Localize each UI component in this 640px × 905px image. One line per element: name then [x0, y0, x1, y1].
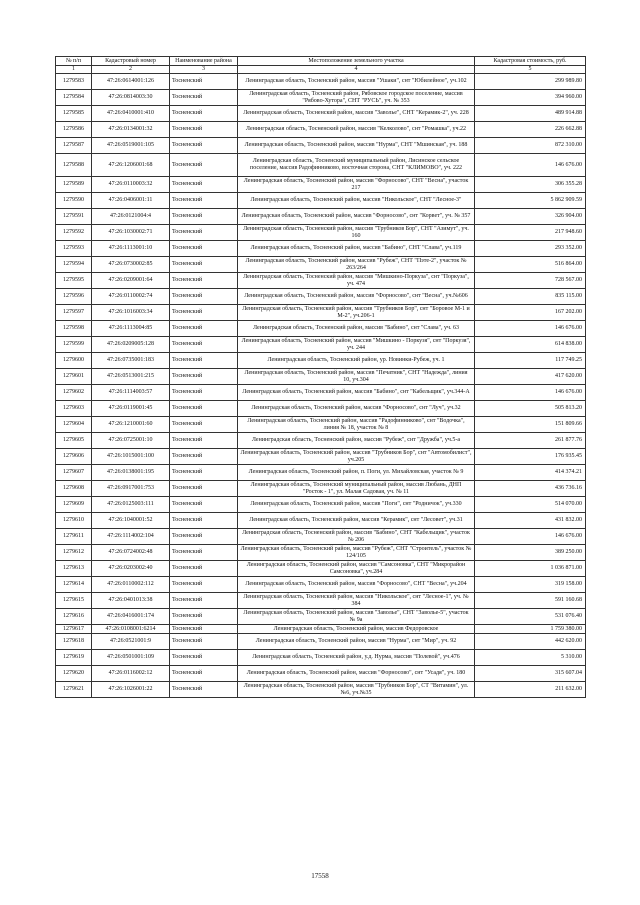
cadastral-number: 47:26:1026001:22: [92, 682, 170, 698]
row-number: 1279604: [56, 417, 92, 433]
table-row: [56, 177, 586, 193]
table-row: [56, 257, 586, 273]
district-name: Тосненский: [170, 529, 238, 545]
land-location: Ленинградская область, Тосненский район, массив "Форносово", снт "Весна", уч.№606: [238, 289, 475, 305]
cadastral-number: 47:26:1114003:57: [92, 385, 170, 401]
cadastral-number: 47:26:0116002:12: [92, 666, 170, 682]
district-name: Тосненский: [170, 625, 238, 634]
district-name: Тосненский: [170, 682, 238, 698]
district-name: Тосненский: [170, 577, 238, 593]
cadastral-number: 47:26:0121004:4: [92, 209, 170, 225]
row-number: 1279609: [56, 497, 92, 513]
cadastral-number: 47:26:0735001:183: [92, 353, 170, 369]
row-number: 1279595: [56, 273, 92, 289]
land-location: Ленинградская область, Тосненский район, массив "Печатник", СНТ "Надежда", линия 10, уч.304: [238, 369, 475, 385]
district-name: Тосненский: [170, 609, 238, 625]
cadastral-cost: 389 250.00: [475, 545, 586, 561]
table-row: [56, 241, 586, 257]
cadastral-cost: 436 736.16: [475, 481, 586, 497]
row-number: 1279610: [56, 513, 92, 529]
cadastral-cost: 176 935.45: [475, 449, 586, 465]
cadastral-cost: 319 158.00: [475, 577, 586, 593]
cadastral-number: 47:26:0725001:10: [92, 433, 170, 449]
land-location: Ленинградская область, Тосненский район, массив "Никольское", снт "Лесное-1", уч. № 384: [238, 593, 475, 609]
cadastral-number: 47:26:0209005:128: [92, 337, 170, 353]
district-name: Тосненский: [170, 481, 238, 497]
row-number: 1279612: [56, 545, 92, 561]
land-location: Ленинградская область, Тосненский район, массив "Радофинниково", снт "Водочка", линия № 18, участок № 8: [238, 417, 475, 433]
land-location: Ленинградская область, Тосненский район, п. Поги, ул. Михайловская, участок № 9: [238, 465, 475, 481]
cadastral-number: 47:26:0110003:32: [92, 177, 170, 193]
cadastral-cost: 591 160.68: [475, 593, 586, 609]
table-row: [56, 225, 586, 241]
cadastral-number: 47:26:0724002:48: [92, 545, 170, 561]
land-location: Ленинградская область, Тосненский район, массив "Форносово", снт "Усадя", уч. 180: [238, 666, 475, 682]
land-location: Ленинградская область, Тосненский район, массив "Поги", снт "Родничок", уч.330: [238, 497, 475, 513]
cadastral-cost: 326 904.00: [475, 209, 586, 225]
row-number: 1279600: [56, 353, 92, 369]
land-location: Ленинградская область, Тосненский район, Рябовское городское поселение, массив "Рябово-Хутора", СНТ "РУСЬ", уч. № 353: [238, 90, 475, 106]
page-number: 17558: [311, 872, 329, 880]
table-row: [56, 337, 586, 353]
cadastral-cost: 505 813.20: [475, 401, 586, 417]
land-location: Ленинградская область, Тосненский район, массив "Мишкино-Поркуза", снт "Поркуза", уч. 474: [238, 273, 475, 289]
row-number: 1279586: [56, 122, 92, 138]
row-number: 1279596: [56, 289, 92, 305]
land-location: Ленинградская область, Тосненский район, ур. Новинки-Рубеж, уч. 1: [238, 353, 475, 369]
row-number: 1279593: [56, 241, 92, 257]
row-number: 1279618: [56, 634, 92, 650]
district-name: Тосненский: [170, 106, 238, 122]
table-row: [56, 401, 586, 417]
cadastral-number: 47:26:0521001:9: [92, 634, 170, 650]
cadastral-number: 47:26:0513001:215: [92, 369, 170, 385]
land-location: Ленинградская область, Тосненский район, массив "Нурма", снт "Мир", уч. 92: [238, 634, 475, 650]
cadastral-number: 47:26:1206001:68: [92, 154, 170, 177]
row-number: 1279615: [56, 593, 92, 609]
district-name: Тосненский: [170, 650, 238, 666]
land-location: Ленинградская область, Тосненский район, массив "Форносово", снт "Луч", уч.32: [238, 401, 475, 417]
land-location: Ленинградская область, Тосненский район, массив "Келколово", снт "Ромашка", уч.22: [238, 122, 475, 138]
district-name: Тосненский: [170, 241, 238, 257]
land-location: Ленинградская область, Тосненский район, массив "Трубников Бор", снт "Автомобилист", уч.205: [238, 449, 475, 465]
land-location: Ленинградская область, Тосненский район, массив Федоровское: [238, 625, 475, 634]
district-name: Тосненский: [170, 225, 238, 241]
cadastral-number: 47:26:0406001:11: [92, 193, 170, 209]
cadastral-number: 47:26:0119001:45: [92, 401, 170, 417]
table-row: [56, 74, 586, 90]
row-number: 1279603: [56, 401, 92, 417]
district-name: Тосненский: [170, 369, 238, 385]
cadastral-cost: 1 036 871.00: [475, 561, 586, 577]
table-row: [56, 417, 586, 433]
table-row: [56, 593, 586, 609]
table-row: [56, 545, 586, 561]
cadastral-cost: 117 749.25: [475, 353, 586, 369]
cadastral-cost: 315 607.04: [475, 666, 586, 682]
header-kadastr: Кадастровый номер: [92, 57, 170, 66]
district-name: Тосненский: [170, 449, 238, 465]
row-number: 1279614: [56, 577, 92, 593]
district-name: Тосненский: [170, 401, 238, 417]
cadastral-cost: 146 676.00: [475, 321, 586, 337]
cadastral-cost: 211 632.00: [475, 682, 586, 698]
cadastral-cost: 614 838.00: [475, 337, 586, 353]
row-number: 1279588: [56, 154, 92, 177]
cadastral-number: 47:26:1016003:34: [92, 305, 170, 321]
cadastral-cost: 489 914.88: [475, 106, 586, 122]
row-number: 1279599: [56, 337, 92, 353]
table-row: [56, 465, 586, 481]
cadastral-cost: 514 070.00: [475, 497, 586, 513]
district-name: Тосненский: [170, 337, 238, 353]
cadastral-cost: 414 374.21: [475, 465, 586, 481]
district-name: Тосненский: [170, 193, 238, 209]
header-location: Местоположение земельного участка: [238, 57, 475, 66]
district-name: Тосненский: [170, 257, 238, 273]
cadastral-number: 47:26:0519001:105: [92, 138, 170, 154]
row-number: 1279597: [56, 305, 92, 321]
land-location: Ленинградская область, Тосненский район, массив "Трубников Бор", СНТ "Азимут", уч. 160: [238, 225, 475, 241]
land-location: Ленинградская область, Тосненский район, массив "Форносово", снт "Корвет", уч. № 357: [238, 209, 475, 225]
col-number: 3: [170, 66, 238, 74]
cadastral-cost: 516 864.00: [475, 257, 586, 273]
district-name: Тосненский: [170, 305, 238, 321]
table-row: [56, 650, 586, 666]
table-row: [56, 529, 586, 545]
cadastral-cost: 728 567.00: [475, 273, 586, 289]
header-row: [56, 57, 586, 66]
district-name: Тосненский: [170, 497, 238, 513]
table-row: [56, 561, 586, 577]
land-location: Ленинградская область, Тосненский район, массив "Ушаки", снт "Юбилейное", уч.102: [238, 74, 475, 90]
land-location: Ленинградская область, Тосненский муниципальный район, Лисинское сельское поселение, массив Радофинниково, восточная сторона, СНТ "КЛИМОВО", уч. 222: [238, 154, 475, 177]
table-row: [56, 666, 586, 682]
cadastral-cost: 167 202.00: [475, 305, 586, 321]
col-number: 1: [56, 66, 92, 74]
cadastral-cost: 442 620.00: [475, 634, 586, 650]
table-row: [56, 209, 586, 225]
land-location: Ленинградская область, Тосненский район, массив "Рубеж", снт "Дружба", уч.5-а: [238, 433, 475, 449]
cadastral-number: 47:26:0401013:38: [92, 593, 170, 609]
cadastral-cost: 151 809.66: [475, 417, 586, 433]
cadastral-number: 47:26:0110002:74: [92, 289, 170, 305]
district-name: Тосненский: [170, 321, 238, 337]
row-number: 1279611: [56, 529, 92, 545]
row-number: 1279607: [56, 465, 92, 481]
table-row: [56, 369, 586, 385]
cadastral-cost: 5 310.00: [475, 650, 586, 666]
land-location: Ленинградская область, Тосненский район, массив "Бабино", снт "Кабельщик", уч.344-А: [238, 385, 475, 401]
table-row: [56, 634, 586, 650]
district-name: Тосненский: [170, 209, 238, 225]
header-raion: Наименование района: [170, 57, 238, 66]
land-location: Ленинградская область, Тосненский район, массив "Рубеж", СНТ "Строитель", участок № 124/105: [238, 545, 475, 561]
land-location: Ленинградская область, Тосненский район, массив "Заволье", СНТ "Заволье-5", участок № 9а: [238, 609, 475, 625]
cadastral-cost: 835 115.00: [475, 289, 586, 305]
land-location: Ленинградская область, Тосненский район, массив "Бабино", снт "Слава", уч. 63: [238, 321, 475, 337]
land-location: Ленинградская область, Тосненский район, массив "Форносово", СНТ "Весна", участок 217: [238, 177, 475, 193]
cadastral-cost: 872 310.00: [475, 138, 586, 154]
row-number: 1279621: [56, 682, 92, 698]
cadastral-number: 47:26:0814003:30: [92, 90, 170, 106]
row-number: 1279601: [56, 369, 92, 385]
cadastral-number: 47:26:0614001:126: [92, 74, 170, 90]
cadastral-cost: 417 620.00: [475, 369, 586, 385]
row-number: 1279605: [56, 433, 92, 449]
cadastral-number: 47:26:0917001:753: [92, 481, 170, 497]
district-name: Тосненский: [170, 90, 238, 106]
district-name: Тосненский: [170, 417, 238, 433]
cadastral-cost: 226 662.88: [475, 122, 586, 138]
row-number: 1279608: [56, 481, 92, 497]
district-name: Тосненский: [170, 353, 238, 369]
row-number: 1279590: [56, 193, 92, 209]
row-number: 1279583: [56, 74, 92, 90]
district-name: Тосненский: [170, 289, 238, 305]
cadastral-number: 47:26:1113001:10: [92, 241, 170, 257]
table-row: [56, 138, 586, 154]
cadastral-number: 47:26:0108001:6214: [92, 625, 170, 634]
cadastral-cost: 299 989.80: [475, 74, 586, 90]
row-number: 1279606: [56, 449, 92, 465]
row-number: 1279587: [56, 138, 92, 154]
cadastral-cost: 146 676.00: [475, 154, 586, 177]
cadastral-number: 47:26:1040001:52: [92, 513, 170, 529]
cadastral-number: 47:26:0138001:195: [92, 465, 170, 481]
cadastral-cost: 146 676.00: [475, 529, 586, 545]
cadastral-cost: 1 759 380.00: [475, 625, 586, 634]
land-location: Ленинградская область, Тосненский район, массив "Бабино", СНТ "Кабельщик", участок № 206: [238, 529, 475, 545]
land-location: Ленинградская область, Тосненский район, массив "Самсоновка", СНТ "Микрорайон Самсоновка", уч.284: [238, 561, 475, 577]
land-location: Ленинградская область, Тосненский район, массив "Трубников Бор", СТ "Витамин", ул. №6, уч.№35: [238, 682, 475, 698]
row-number: 1279594: [56, 257, 92, 273]
cadastral-table: [55, 56, 586, 698]
district-name: Тосненский: [170, 177, 238, 193]
table-row: [56, 321, 586, 337]
table-row: [56, 625, 586, 634]
table-body: [56, 74, 586, 698]
header-cost: Кадастровая стоимость, руб.: [475, 57, 586, 66]
land-location: Ленинградская область, Тосненский муниципальный район, массив Любань, ДНП "Росток - 1", ул. Малая Садовая, уч. № 11: [238, 481, 475, 497]
land-location: Ленинградская область, Тосненский район, массив "Форносово", СНТ "Весна", уч.204: [238, 577, 475, 593]
row-number: 1279589: [56, 177, 92, 193]
land-location: Ленинградская область, Тосненский район, у.д. Нурма, массив "Полевой", уч.476: [238, 650, 475, 666]
row-number: 1279598: [56, 321, 92, 337]
table-row: [56, 449, 586, 465]
district-name: Тосненский: [170, 385, 238, 401]
district-name: Тосненский: [170, 74, 238, 90]
table-row: [56, 106, 586, 122]
header-num: № п/п: [56, 57, 92, 66]
table-row: [56, 90, 586, 106]
cadastral-number: 47:26:0416001:174: [92, 609, 170, 625]
col-number: 5: [475, 66, 586, 74]
row-number: 1279617: [56, 625, 92, 634]
land-location: Ленинградская область, Тосненский район, массив "Нурма", СНТ "Мшинская", уч. 188: [238, 138, 475, 154]
table-row: [56, 273, 586, 289]
land-location: Ленинградская область, Тосненский район, массив "Керамик", снт "Лесовет", уч.31: [238, 513, 475, 529]
row-number: 1279602: [56, 385, 92, 401]
cadastral-number: 47:26:0203002:40: [92, 561, 170, 577]
row-number: 1279585: [56, 106, 92, 122]
land-location: Ленинградская область, Тосненский район, массив "Бабино", СНТ "Слава", уч.119: [238, 241, 475, 257]
row-number: 1279619: [56, 650, 92, 666]
table-row: [56, 122, 586, 138]
column-number-row: [56, 66, 586, 74]
col-number: 2: [92, 66, 170, 74]
land-location: Ленинградская область, Тосненский район, массив "Мишкино - Поркузя", снт "Поркузя", уч. 244: [238, 337, 475, 353]
district-name: Тосненский: [170, 513, 238, 529]
cadastral-cost: 306 355.28: [475, 177, 586, 193]
land-location: Ленинградская область, Тосненский район, массив "Трубников Бор", снт "Боровое М-1 и М-2", уч.206-1: [238, 305, 475, 321]
table-row: [56, 154, 586, 177]
row-number: 1279591: [56, 209, 92, 225]
land-location: Ленинградская область, Тосненский район, массив "Заволье", СНТ "Керамик-2", уч. 228: [238, 106, 475, 122]
district-name: Тосненский: [170, 154, 238, 177]
cadastral-cost: 146 676.00: [475, 385, 586, 401]
cadastral-number: 47:26:0110002:112: [92, 577, 170, 593]
district-name: Тосненский: [170, 545, 238, 561]
row-number: 1279592: [56, 225, 92, 241]
cadastral-cost: 431 832.00: [475, 513, 586, 529]
table-row: [56, 497, 586, 513]
district-name: Тосненский: [170, 561, 238, 577]
cadastral-cost: 5 862 909.59: [475, 193, 586, 209]
cadastral-cost: 261 877.76: [475, 433, 586, 449]
cadastral-number: 47:26:0410001:410: [92, 106, 170, 122]
cadastral-number: 47:26:1030002:71: [92, 225, 170, 241]
table-row: [56, 193, 586, 209]
district-name: Тосненский: [170, 666, 238, 682]
cadastral-number: 47:26:1015001:100: [92, 449, 170, 465]
cadastral-cost: 217 948.60: [475, 225, 586, 241]
cadastral-number: 47:26:1114002:104: [92, 529, 170, 545]
table-row: [56, 609, 586, 625]
district-name: Тосненский: [170, 593, 238, 609]
row-number: 1279616: [56, 609, 92, 625]
cadastral-cost: 293 352.00: [475, 241, 586, 257]
row-number: 1279584: [56, 90, 92, 106]
document-page: [55, 56, 585, 698]
district-name: Тосненский: [170, 138, 238, 154]
table-row: [56, 682, 586, 698]
cadastral-number: 47:26:0730002:85: [92, 257, 170, 273]
district-name: Тосненский: [170, 122, 238, 138]
row-number: 1279613: [56, 561, 92, 577]
table-row: [56, 577, 586, 593]
cadastral-number: 47:26:1113004:85: [92, 321, 170, 337]
cadastral-cost: 394 960.00: [475, 90, 586, 106]
table-row: [56, 433, 586, 449]
district-name: Тосненский: [170, 465, 238, 481]
table-row: [56, 513, 586, 529]
row-number: 1279620: [56, 666, 92, 682]
cadastral-number: 47:26:0209001:64: [92, 273, 170, 289]
cadastral-cost: 531 076.40: [475, 609, 586, 625]
table-row: [56, 385, 586, 401]
table-row: [56, 481, 586, 497]
table-row: [56, 289, 586, 305]
district-name: Тосненский: [170, 634, 238, 650]
land-location: Ленинградская область, Тосненский район, массив "Рубеж", СНТ "Пэте-2", участок № 263/264: [238, 257, 475, 273]
land-location: Ленинградская область, Тосненский район, массив "Никольское", СНТ "Лесное-3": [238, 193, 475, 209]
table-row: [56, 353, 586, 369]
cadastral-number: 47:26:1210001:60: [92, 417, 170, 433]
cadastral-number: 47:26:0125003:111: [92, 497, 170, 513]
cadastral-number: 47:26:0501001:109: [92, 650, 170, 666]
district-name: Тосненский: [170, 273, 238, 289]
cadastral-number: 47:26:0134001:32: [92, 122, 170, 138]
district-name: Тосненский: [170, 433, 238, 449]
col-number: 4: [238, 66, 475, 74]
table-row: [56, 305, 586, 321]
